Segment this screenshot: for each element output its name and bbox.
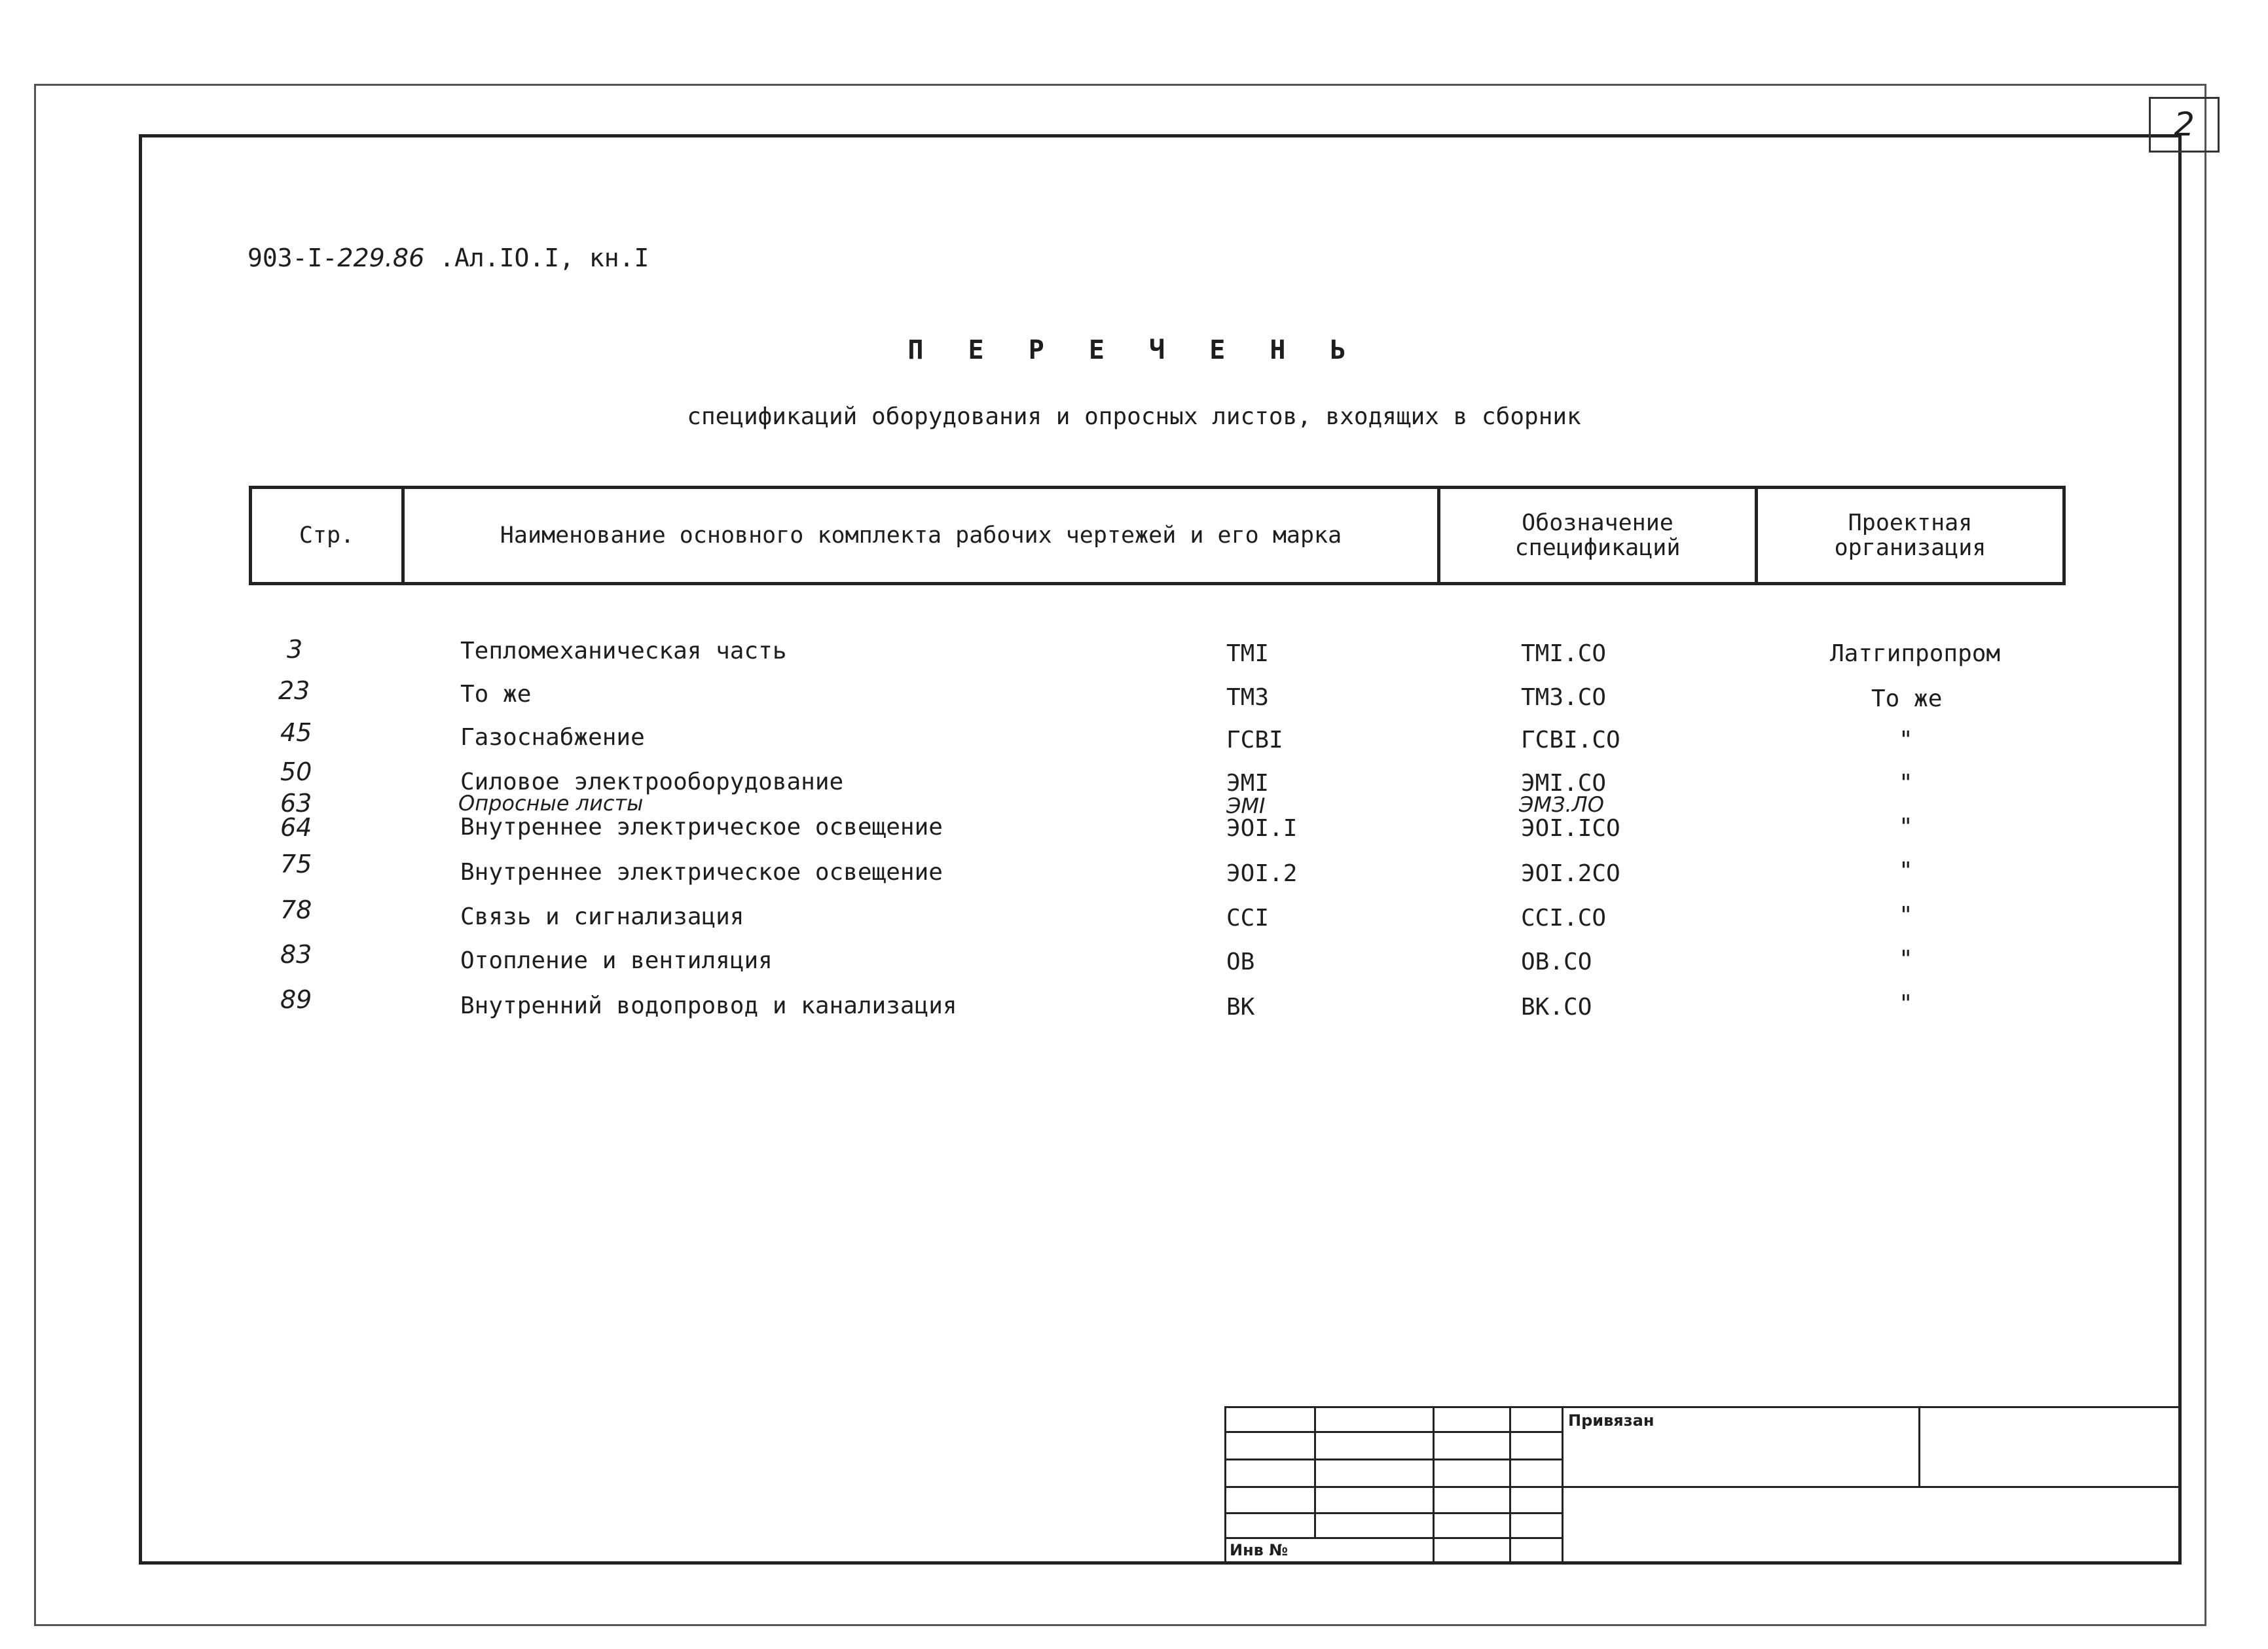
row-org: " — [1899, 946, 1913, 973]
row-name: Связь и сигнализация — [460, 903, 744, 930]
row-name: Внутреннее электрическое освещение — [460, 814, 943, 841]
row-name: Внутренний водопровод и канализация — [460, 992, 957, 1019]
row-page: 75 — [280, 850, 312, 879]
row-org: " — [1899, 990, 1913, 1017]
row-spec: ЭМЗ.ЛО — [1519, 792, 1604, 817]
row-spec: ЭМI.СО — [1521, 770, 1607, 797]
row-org: " — [1899, 727, 1913, 753]
row-mark: ТМI — [1226, 640, 1270, 667]
row-spec: ЭОI.IСО — [1521, 815, 1620, 842]
row-mark: ТМЗ — [1226, 684, 1270, 711]
stamp-attached-label: Привязан — [1568, 1411, 1655, 1430]
row-org: " — [1899, 814, 1913, 841]
page-title: П Е Р Е Ч Е Н Ь — [907, 335, 1361, 365]
page-number: 2 — [2174, 105, 2195, 143]
title-block-stamp — [1224, 1406, 2180, 1563]
stamp-line — [1562, 1486, 2180, 1488]
stamp-line — [1509, 1406, 1511, 1563]
row-page: 3 — [287, 635, 303, 664]
row-spec: ТМЗ.СО — [1521, 684, 1607, 711]
row-page: 83 — [280, 940, 312, 969]
row-page: 63 — [280, 789, 312, 818]
row-page: 89 — [280, 985, 312, 1014]
stamp-line — [1314, 1406, 1316, 1537]
row-org: То же — [1871, 685, 1943, 712]
row-org: " — [1899, 858, 1913, 884]
row-mark: ГСВI — [1226, 727, 1283, 753]
row-name: Газоснабжение — [460, 724, 645, 751]
row-spec: ВК.СО — [1521, 994, 1592, 1021]
document-code — [247, 244, 649, 272]
header-page-column: Стр. — [299, 522, 355, 549]
row-org: " — [1899, 902, 1913, 929]
stamp-line — [1224, 1406, 1226, 1563]
stamp-line — [2178, 1406, 2180, 1563]
header-spec-line-1: Обозначение — [1522, 510, 1674, 536]
row-page: 64 — [280, 813, 312, 842]
row-mark: ССI — [1226, 905, 1270, 932]
row-mark: ЭМI — [1226, 770, 1270, 797]
row-page: 23 — [278, 676, 310, 705]
row-mark: ОВ — [1226, 949, 1255, 975]
row-name: Внутреннее электрическое освещение — [460, 859, 943, 886]
doc-code-suffix: .Ал.IO.I, кн.I — [424, 244, 649, 272]
row-spec: ОВ.СО — [1521, 949, 1592, 975]
row-page: 78 — [280, 896, 312, 924]
row-spec: ТМI.СО — [1521, 640, 1607, 667]
header-org-line-1: Проектная — [1848, 510, 1973, 536]
table-header — [249, 486, 2066, 585]
stamp-line — [1562, 1406, 1564, 1563]
row-mark: ЭМI — [1226, 793, 1266, 818]
row-mark: ЭОI.2 — [1226, 860, 1298, 887]
row-name: Силовое электрооборудование — [460, 769, 844, 795]
row-spec: ГСВI.СО — [1521, 727, 1620, 753]
header-org-column — [1758, 489, 2062, 582]
row-name: Отопление и вентиляция — [460, 947, 773, 974]
doc-code-prefix: 903-I- — [247, 244, 338, 272]
row-org: Латгипропром — [1830, 640, 2001, 667]
stamp-line — [1918, 1406, 1920, 1486]
header-org-line-2: организация — [1834, 535, 1986, 561]
row-page: 50 — [280, 757, 312, 786]
row-org: " — [1899, 770, 1913, 797]
header-spec-line-2: спецификаций — [1514, 535, 1681, 561]
stamp-line — [1224, 1406, 2180, 1408]
row-page: 45 — [280, 718, 312, 747]
page-subtitle: спецификаций оборудования и опросных листов, входящих в сборник — [687, 403, 1581, 430]
row-name: Опросные листы — [458, 791, 644, 816]
row-spec: ССI.СО — [1521, 905, 1607, 932]
stamp-line — [1433, 1406, 1435, 1563]
row-mark: ВК — [1226, 994, 1255, 1021]
header-spec-column — [1440, 489, 1755, 582]
row-name: Тепломеханическая часть — [460, 638, 787, 664]
header-name-column: Наименование основного комплекта рабочих чертежей и его марка — [500, 522, 1342, 549]
doc-code-handwritten: 229.86 — [337, 244, 425, 272]
stamp-inventory-label: Инв № — [1230, 1541, 1289, 1559]
row-mark: ЭОI.I — [1226, 815, 1298, 842]
row-spec: ЭОI.2СО — [1521, 860, 1620, 887]
row-name: То же — [460, 681, 532, 708]
